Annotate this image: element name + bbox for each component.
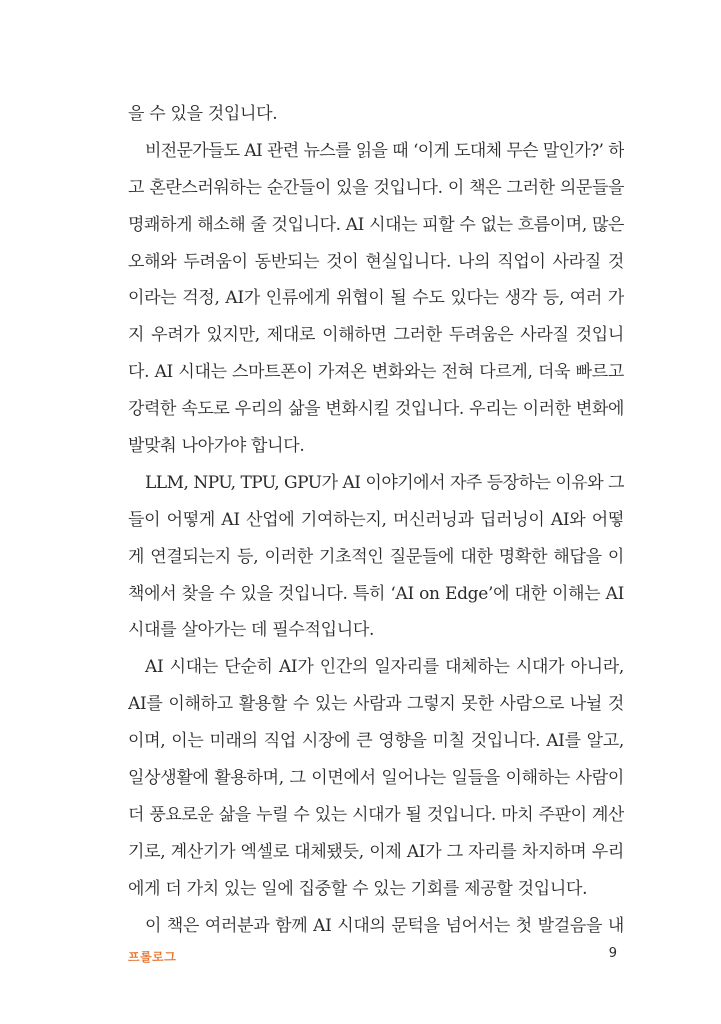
text-line: 발맞춰 나아가야 합니다. — [128, 436, 305, 457]
text-line: 게 연결되는지 등, 이러한 기초적인 질문들에 대한 명확한 해답을 이 — [128, 546, 624, 567]
text-line: AI를 이해하고 활용할 수 있는 사람과 그렇지 못한 사람으로 나뉠 것 — [128, 694, 624, 715]
text-line: 비전문가들도 AI 관련 뉴스를 읽을 때 ‘이게 도대체 무슨 말인가?’ 하 — [145, 140, 624, 161]
text-line: 들이 어떻게 AI 산업에 기여하는지, 머신러닝과 딥러닝이 AI와 어떻 — [128, 509, 624, 530]
text-line: 에게 더 가치 있는 일에 집중할 수 있는 기회를 제공할 것입니다. — [128, 878, 588, 899]
text-line: 이라는 걱정, AI가 인류에게 위협이 될 수도 있다는 생각 등, 여러 가 — [128, 288, 624, 309]
text-line: 을 수 있을 것입니다. — [128, 104, 278, 124]
text-line: LLM, NPU, TPU, GPU가 AI 이야기에서 자주 등장하는 이유와 그 — [145, 472, 624, 493]
text-line: 다. AI 시대는 스마트폰이 가져온 변화와는 전혀 다르게, 더욱 빠르고 — [128, 362, 624, 383]
text-line: 이며, 이는 미래의 직업 시장에 큰 영향을 미칠 것입니다. AI를 알고, — [128, 731, 624, 752]
section-label: 프롤로그 — [128, 950, 177, 964]
text-line: 강력한 속도로 우리의 삶을 변화시킬 것입니다. 우리는 이러한 변화에 — [128, 399, 624, 420]
text-line: 책에서 찾을 수 있을 것입니다. 특히 ‘AI on Edge’에 대한 이해는 AI — [128, 583, 624, 604]
text-line: 더 풍요로운 삶을 누릴 수 있는 시대가 될 것입니다. 마치 주판이 계산 — [128, 804, 624, 825]
page-number: 9 — [608, 946, 617, 961]
text-line: 명쾌하게 해소해 줄 것입니다. AI 시대는 피할 수 없는 흐름이며, 많은 — [128, 214, 624, 235]
text-line: 오해와 두려움이 동반되는 것이 현실입니다. 나의 직업이 사라질 것 — [128, 251, 624, 272]
text-line: AI 시대는 단순히 AI가 인간의 일자리를 대체하는 시대가 아니라, — [145, 657, 624, 678]
text-line: 고 혼란스러워하는 순간들이 있을 것입니다. 이 책은 그러한 의문들을 — [128, 177, 624, 198]
text-line: 지 우려가 있지만, 제대로 이해하면 그러한 두려움은 사라질 것입니 — [128, 325, 624, 346]
text-line: 기로, 계산기가 엑셀로 대체됐듯, 이제 AI가 그 자리를 차지하며 우리 — [128, 841, 624, 862]
text-line: 일상생활에 활용하며, 그 이면에서 일어나는 일들을 이해하는 사람이 — [128, 768, 624, 789]
text-line: 시대를 살아가는 데 필수적입니다. — [128, 620, 375, 641]
body-text — [128, 96, 624, 944]
text-line: 이 책은 여러분과 함께 AI 시대의 문턱을 넘어서는 첫 발걸음을 내 — [145, 915, 624, 936]
